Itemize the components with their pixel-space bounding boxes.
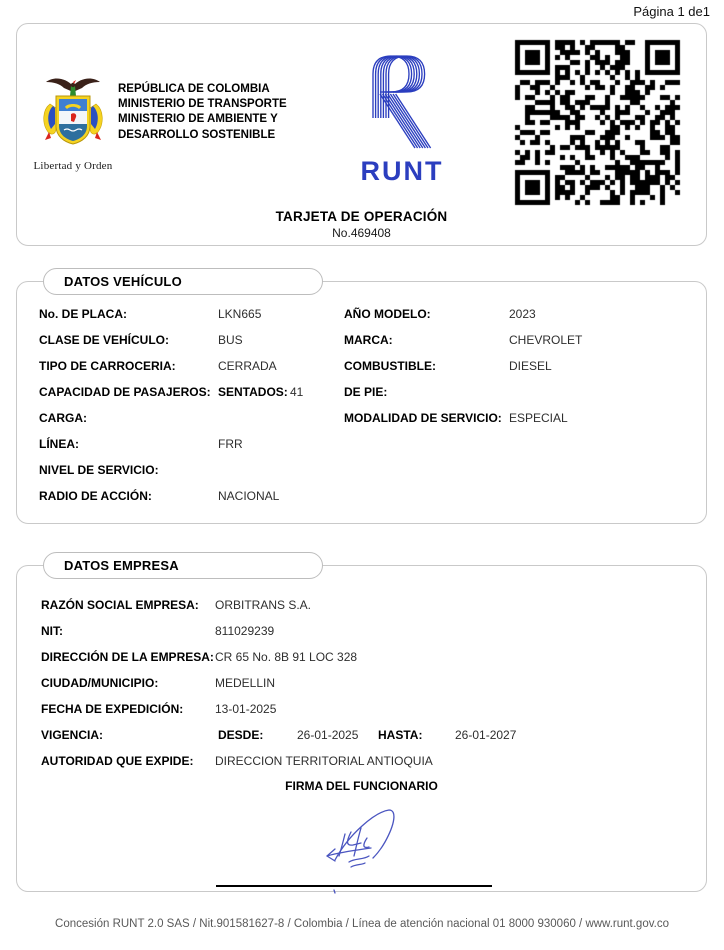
field-label: MODALIDAD DE SERVICIO: xyxy=(344,411,502,425)
header-card xyxy=(16,23,707,246)
field-row xyxy=(17,385,706,401)
section-tab-company xyxy=(43,552,323,579)
field-label: CARGA: xyxy=(39,411,87,425)
runt-logo-icon xyxy=(350,52,454,187)
field-label: MARCA: xyxy=(344,333,393,347)
runt-wordmark: RUNT xyxy=(360,156,444,186)
footer-text: Concesión RUNT 2.0 SAS / Nit.901581627-8 / Colombia / Línea de atención nacional 01 8000 930060 / www.runt.gov.co xyxy=(55,918,669,930)
vehicle-section xyxy=(16,274,707,524)
ministry-line: DESARROLLO SOSTENIBLE xyxy=(118,128,276,141)
field-label: FECHA DE EXPEDICIÓN: xyxy=(41,702,184,716)
field-row xyxy=(17,624,706,640)
validity-row xyxy=(17,728,706,744)
field-label: AUTORIDAD QUE EXPIDE: xyxy=(41,754,194,768)
field-value: CR 65 No. 8B 91 LOC 328 xyxy=(215,650,358,664)
field-row xyxy=(17,489,706,505)
field-label: AÑO MODELO: xyxy=(344,307,431,321)
field-label: HASTA: xyxy=(378,728,423,742)
field-value: MEDELLIN xyxy=(215,676,276,690)
field-row xyxy=(17,411,706,427)
field-row xyxy=(17,754,706,770)
signature-line xyxy=(216,885,492,887)
field-label: RAZÓN SOCIAL EMPRESA: xyxy=(41,598,199,612)
section-tab-vehicle xyxy=(43,268,323,295)
field-value: FRR xyxy=(218,437,243,451)
qr-code xyxy=(514,39,682,207)
signature-caption: FIRMA DEL FUNCIONARIO xyxy=(285,779,438,793)
field-value: 26-01-2027 xyxy=(455,728,517,742)
ministry-line: REPÚBLICA DE COLOMBIA xyxy=(118,83,270,95)
colombia-coat-of-arms-icon xyxy=(31,74,115,172)
field-value: BUS xyxy=(218,333,243,347)
field-label: COMBUSTIBLE: xyxy=(344,359,436,373)
field-label: VIGENCIA: xyxy=(41,728,104,742)
field-row xyxy=(17,307,706,323)
field-row xyxy=(17,598,706,614)
field-row xyxy=(17,650,706,666)
section-title: DATOS EMPRESA xyxy=(64,558,179,573)
ministry-text xyxy=(118,82,287,143)
field-value: 26-01-2025 xyxy=(297,728,359,742)
field-label: RADIO DE ACCIÓN: xyxy=(39,489,152,503)
document-number: No.469408 xyxy=(332,226,391,240)
field-value: 811029239 xyxy=(215,624,275,638)
company-section xyxy=(16,558,707,892)
field-row xyxy=(17,359,706,375)
field-value: 41 xyxy=(290,385,304,399)
field-value: ESPECIAL xyxy=(509,411,568,425)
crest-motto: Libertad y Orden xyxy=(33,160,113,172)
field-label: DESDE: xyxy=(218,728,264,742)
page-indicator: Página 1 de1 xyxy=(633,4,710,19)
field-label: NIVEL DE SERVICIO: xyxy=(39,463,159,477)
field-label: No. DE PLACA: xyxy=(39,307,127,321)
field-value: ORBITRANS S.A. xyxy=(215,598,312,612)
field-row xyxy=(17,333,706,349)
ministry-line: MINISTERIO DE AMBIENTE Y xyxy=(118,113,278,126)
field-row xyxy=(17,676,706,692)
field-label: DE PIE: xyxy=(344,385,388,399)
field-label: LÍNEA: xyxy=(39,437,79,451)
field-value: 2023 xyxy=(509,307,536,321)
field-label: TIPO DE CARROCERIA: xyxy=(39,359,176,373)
field-label: NIT: xyxy=(41,624,63,638)
field-row xyxy=(17,702,706,718)
field-row xyxy=(17,463,706,479)
field-value: CHEVROLET xyxy=(509,333,583,347)
field-value: NACIONAL xyxy=(218,489,280,503)
field-value: DIESEL xyxy=(509,359,552,373)
field-row xyxy=(17,437,706,453)
field-value: DIRECCION TERRITORIAL ANTIOQUIA xyxy=(215,754,433,768)
field-label: DIRECCIÓN DE LA EMPRESA: xyxy=(41,650,214,664)
document-title: TARJETA DE OPERACIÓN xyxy=(275,209,448,224)
section-title: DATOS VEHÍCULO xyxy=(64,274,182,289)
ministry-line: MINISTERIO DE TRANSPORTE xyxy=(118,98,287,111)
field-value: 13-01-2025 xyxy=(215,702,277,716)
field-label: CIUDAD/MUNICIPIO: xyxy=(41,676,159,690)
field-value: CERRADA xyxy=(218,359,277,373)
field-value: LKN665 xyxy=(218,307,262,321)
field-label: CAPACIDAD DE PASAJEROS: xyxy=(39,385,211,399)
field-label: SENTADOS: xyxy=(218,385,288,399)
field-label: CLASE DE VEHÍCULO: xyxy=(39,333,170,347)
